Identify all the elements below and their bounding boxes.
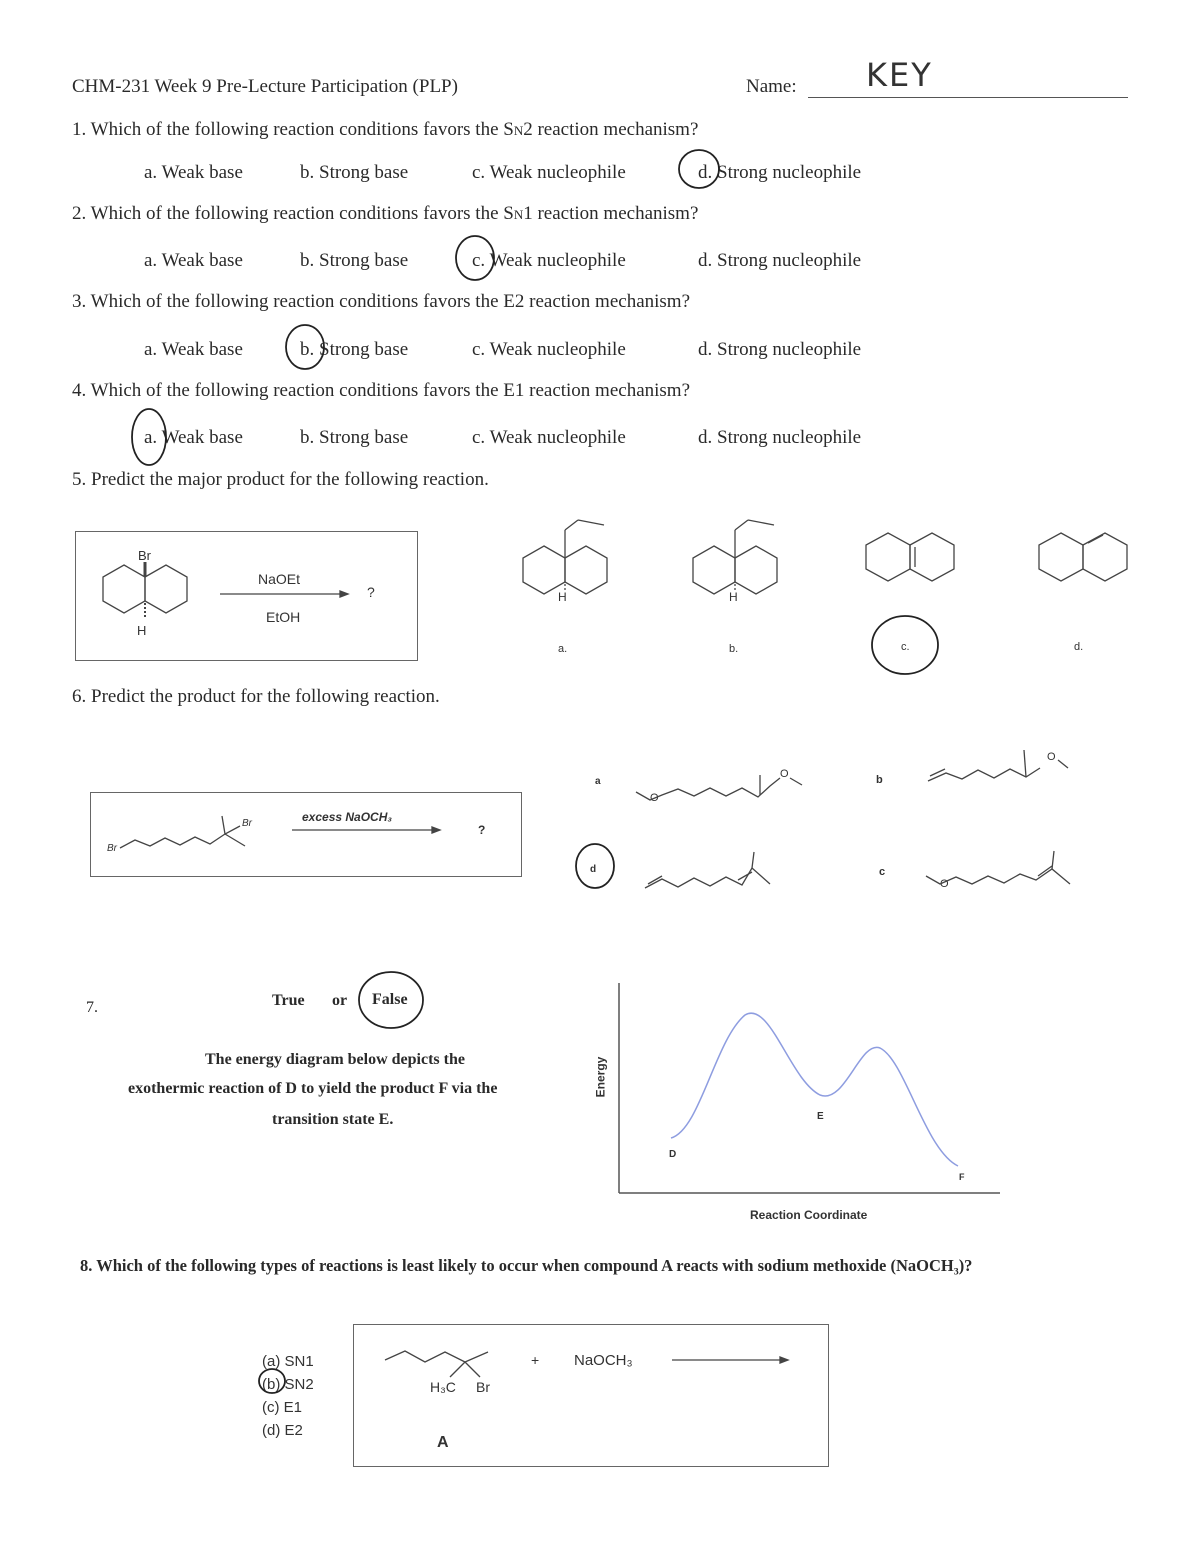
q5-reagent-top: NaOEt xyxy=(258,571,301,587)
q6-b-o: O xyxy=(1047,751,1056,763)
question-3-option-c[interactable]: c. Weak nucleophile xyxy=(472,339,626,360)
question-8-stem: 8. Which of the following types of reactions is least likely to occur when compound A reacts with sodium methoxide (NaOCH₃)? xyxy=(80,1256,973,1275)
q6-question-mark: ? xyxy=(478,823,486,837)
energy-axis-label: Energy xyxy=(593,1056,608,1098)
q5-arrowhead xyxy=(340,591,348,597)
question-4-option-c[interactable]: c. Weak nucleophile xyxy=(472,427,626,448)
q7-statement-line-3: transition state E. xyxy=(272,1111,394,1128)
q7-statement-line-2: exothermic reaction of D to yield the product F via the xyxy=(128,1080,498,1097)
question-2-option-c[interactable]: c. Weak nucleophile xyxy=(472,250,626,271)
q8-ch3-label: H₃C xyxy=(430,1379,456,1395)
q6-answer-circle xyxy=(576,844,614,888)
q5-question-mark: ? xyxy=(367,584,375,600)
q5-choice-d-structure[interactable] xyxy=(1039,533,1127,581)
question-5-stem: 5. Predict the major product for the following reaction. xyxy=(72,469,489,490)
question-6-stem: 6. Predict the product for the following reaction. xyxy=(72,686,440,707)
q5-choice-a-label[interactable]: a. xyxy=(558,643,568,655)
question-4-stem: 4. Which of the following reaction conditions favors the E1 reaction mechanism? xyxy=(72,380,691,401)
point-f-label: F xyxy=(959,1172,965,1182)
q6-choice-a-label[interactable]: a xyxy=(595,776,601,787)
q8-answer-circle xyxy=(259,1369,285,1393)
q6-starting-material xyxy=(120,816,245,848)
q6-choice-c-structure[interactable] xyxy=(926,851,1070,884)
q8-reagent: NaOCH₃ xyxy=(574,1352,633,1369)
question-3-option-b[interactable]: b. Strong base xyxy=(300,339,409,360)
q6-br-right: Br xyxy=(242,818,252,829)
q8-arrowhead xyxy=(780,1357,788,1363)
q5-choice-d-label[interactable]: d. xyxy=(1074,641,1084,653)
question-1-option-b[interactable]: b. Strong base xyxy=(300,162,409,183)
q8-option-d[interactable]: (d) E2 xyxy=(262,1422,303,1439)
name-label: Name: xyxy=(746,76,797,97)
q7-false-option[interactable]: False xyxy=(372,991,408,1008)
page-title: CHM-231 Week 9 Pre-Lecture Participation (PLP) xyxy=(72,76,458,97)
q5-choice-c-structure[interactable] xyxy=(866,533,954,581)
q5-decalin-starting-material xyxy=(103,562,187,618)
energy-curve xyxy=(671,1013,958,1166)
q5-choice-b-label[interactable]: b. xyxy=(729,643,739,655)
q4-answer-circle xyxy=(132,409,166,465)
name-handwritten: KEY xyxy=(866,56,933,94)
question-3-option-a[interactable]: a. Weak base xyxy=(144,339,243,360)
q6-choice-d-label[interactable]: d xyxy=(590,864,597,875)
q3-answer-circle xyxy=(286,325,324,369)
q8-compound-a-structure xyxy=(385,1351,488,1377)
question-4-option-b[interactable]: b. Strong base xyxy=(300,427,409,448)
question-3-stem: 3. Which of the following reaction conditions favors the E2 reaction mechanism? xyxy=(72,291,691,312)
q6-br-left: Br xyxy=(107,843,117,854)
q6-a-o-right: O xyxy=(780,768,789,780)
question-2-stem: 2. Which of the following reaction conditions favors the SN1 reaction mechanism? xyxy=(72,203,699,224)
q7-answer-circle xyxy=(359,972,423,1028)
q8-option-c[interactable]: (c) E1 xyxy=(262,1399,303,1416)
q6-choice-a-structure[interactable] xyxy=(636,775,802,800)
q5-a-h-label: H xyxy=(558,590,567,604)
question-4-option-a[interactable]: a. Weak base xyxy=(144,427,243,448)
question-1-option-a[interactable]: a. Weak base xyxy=(144,162,243,183)
question-2-option-d[interactable]: d. Strong nucleophile xyxy=(698,250,862,271)
q5-answer-circle xyxy=(872,616,938,674)
point-e-label: E xyxy=(817,1111,824,1122)
question-3-option-d[interactable]: d. Strong nucleophile xyxy=(698,339,862,360)
question-2-option-a[interactable]: a. Weak base xyxy=(144,250,243,271)
q8-plus: + xyxy=(531,1352,540,1368)
question-1-option-d[interactable]: d. Strong nucleophile xyxy=(698,162,862,183)
q6-choice-b-structure[interactable] xyxy=(928,750,1068,781)
q6-a-o-left: O xyxy=(650,792,659,804)
q5-choice-c-label[interactable]: c. xyxy=(901,641,910,653)
q8-br-label: Br xyxy=(476,1379,490,1395)
q6-choice-c-label[interactable]: c xyxy=(879,866,886,878)
q2-answer-circle xyxy=(456,236,494,280)
q6-choice-d-structure[interactable] xyxy=(645,852,770,888)
q5-b-h-label: H xyxy=(729,590,738,604)
q8-option-a[interactable]: (a) SN1 xyxy=(262,1353,314,1370)
q6-reagent: excess NaOCH₃ xyxy=(302,810,393,824)
q8-option-b[interactable]: (b) SN2 xyxy=(262,1376,314,1393)
q7-true-option[interactable]: True xyxy=(272,992,305,1009)
q7-or-label: or xyxy=(332,992,348,1009)
q5-br-label: Br xyxy=(138,548,151,563)
q1-answer-circle xyxy=(679,150,719,188)
question-2-option-b[interactable]: b. Strong base xyxy=(300,250,409,271)
q6-c-o: O xyxy=(940,878,949,890)
question-7-number: 7. xyxy=(86,999,98,1016)
q6-choice-b-label[interactable]: b xyxy=(876,774,883,786)
question-4-option-d[interactable]: d. Strong nucleophile xyxy=(698,427,862,448)
compound-a-label: A xyxy=(437,1434,449,1451)
question-1-option-c[interactable]: c. Weak nucleophile xyxy=(472,162,626,183)
q5-h-label: H xyxy=(137,623,147,638)
q5-choice-a-structure[interactable] xyxy=(523,520,607,594)
q7-statement-line-1: The energy diagram below depicts the xyxy=(205,1051,465,1068)
q5-reagent-bottom: EtOH xyxy=(266,609,301,625)
reaction-coordinate-axis-label: Reaction Coordinate xyxy=(750,1208,868,1222)
q5-choice-b-structure[interactable] xyxy=(693,520,777,594)
question-1-stem: 1. Which of the following reaction conditions favors the SN2 reaction mechanism? xyxy=(72,119,699,140)
point-d-label: D xyxy=(669,1149,677,1160)
q6-arrowhead xyxy=(432,827,440,833)
